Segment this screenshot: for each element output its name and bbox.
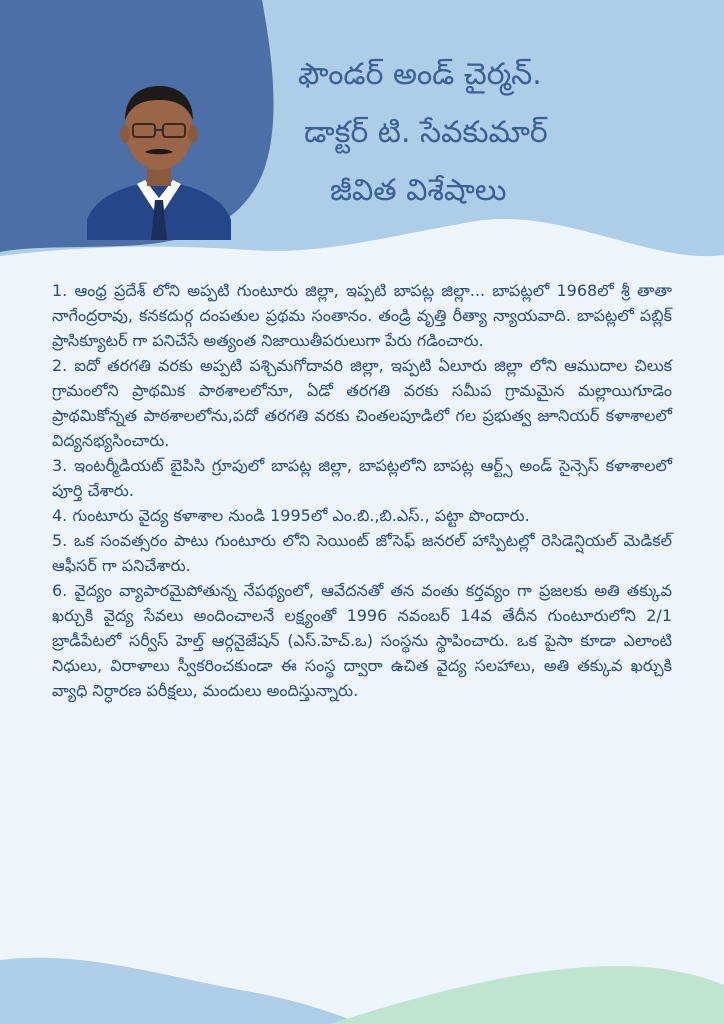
biography-paragraph: 5. ఒక సంవత్సరం పాటు గుంటూరు లోని సెయింట్ జోసెఫ్ జనరల్ హాస్పిటల్లో రెసిడెన్షియల్ మెడికల్ ఆఫీసర్ గా పనిచేశారు.: [52, 531, 672, 575]
biography-paragraph: 2. ఐదో తరగతి వరకు అప్పటి పశ్చిమగోదావరి జిల్లా, ఇప్పటి ఏలూరు జిల్లా లోని ఆముదాల చిలుక గ్రామంలోని ప్రాథమిక పాఠశాలలోనూ, ఏడో తరగతి వరకు సమీప గ్రామమైన మల్లాయిగూడెం ప్రాథమికోన్నత పాఠశాలలోను,పదో తరగతి వరకు చింతలపూడిలో గల ప్రభుత్వ జూనియర్ కళాశాలలో విద్యనభ్యసించారు.: [52, 356, 672, 450]
title-line: డాక్టర్ టి. సేవకుమార్: [304, 115, 548, 150]
biography-paragraph: 6. వైద్యం వ్యాపారమైపోతున్న నేపథ్యంలో, ఆవేదనతో తన వంతు కర్తవ్యం గా ప్రజలకు అతి తక్కువ ఖర్చుకి వైద్య సేవలు అందించాలనే లక్ష్యంతో 1996 నవంబర్ 14వ తేదీన గుంటూరులోని 2/1 బ్రాడీపేటలో సర్వీస్ హెల్త్ ఆర్గనైజేషన్ (ఎస్.హెచ్.ఒ) సంస్థను స్థాపించారు. ఒక పైసా కూడా ఎలాంటి నిధులు, విరాళాలు స్వీకరించకుండా ఈ సంస్థ ద్వారా ఉచిత వైద్య సలహాలు, అతి తక్కువ ఖర్చుకి వ్యాధి నిర్ధారణ పరీక్షలు, మందులు అందిస్తున్నారు.: [52, 581, 672, 700]
biography-paragraph: 4. గుంటూరు వైద్య కళాశాల నుండి 1995లో ఎం.బి.,బి.ఎస్., పట్టా పొందారు.: [52, 506, 530, 525]
title-line: ఫౌండర్ అండ్ చైర్మన్.: [298, 57, 542, 92]
biography-paragraph: 3. ఇంటర్మీడియట్ బైపిసి గ్రూపులో బాపట్ల జిల్లా, బాపట్లలోని బాపట్ల ఆర్ట్స్ అండ్ సైన్సెస్ కళాశాలలో పూర్తి చేశారు.: [52, 456, 672, 500]
biography-paragraph: 1. ఆంధ్ర ప్రదేశ్ లోని అప్పటి గుంటూరు జిల్లా, ఇప్పటి బాపట్ల జిల్లా... బాపట్లలో 1968లో శ్రీ తాతా నాగేంద్రరావు, కనకదుర్గ దంపతుల ప్రథమ సంతానం. తండ్రి వృత్తి రీత్యా న్యాయవాది. బాపట్లలో పబ్లిక్ ప్రాసిక్యూటర్ గా పనిచేసే అత్యంత నిజాయితీపరులుగా పేరు గడించారు.: [52, 281, 672, 350]
biography-text: [52, 278, 672, 703]
page-title: [270, 46, 710, 220]
title-line: జీవిత విశేషాలు: [330, 173, 507, 208]
portrait-photo: [87, 80, 231, 240]
bottom-right-mint-wave: [330, 966, 724, 1024]
bottom-left-wave: [0, 958, 360, 1024]
